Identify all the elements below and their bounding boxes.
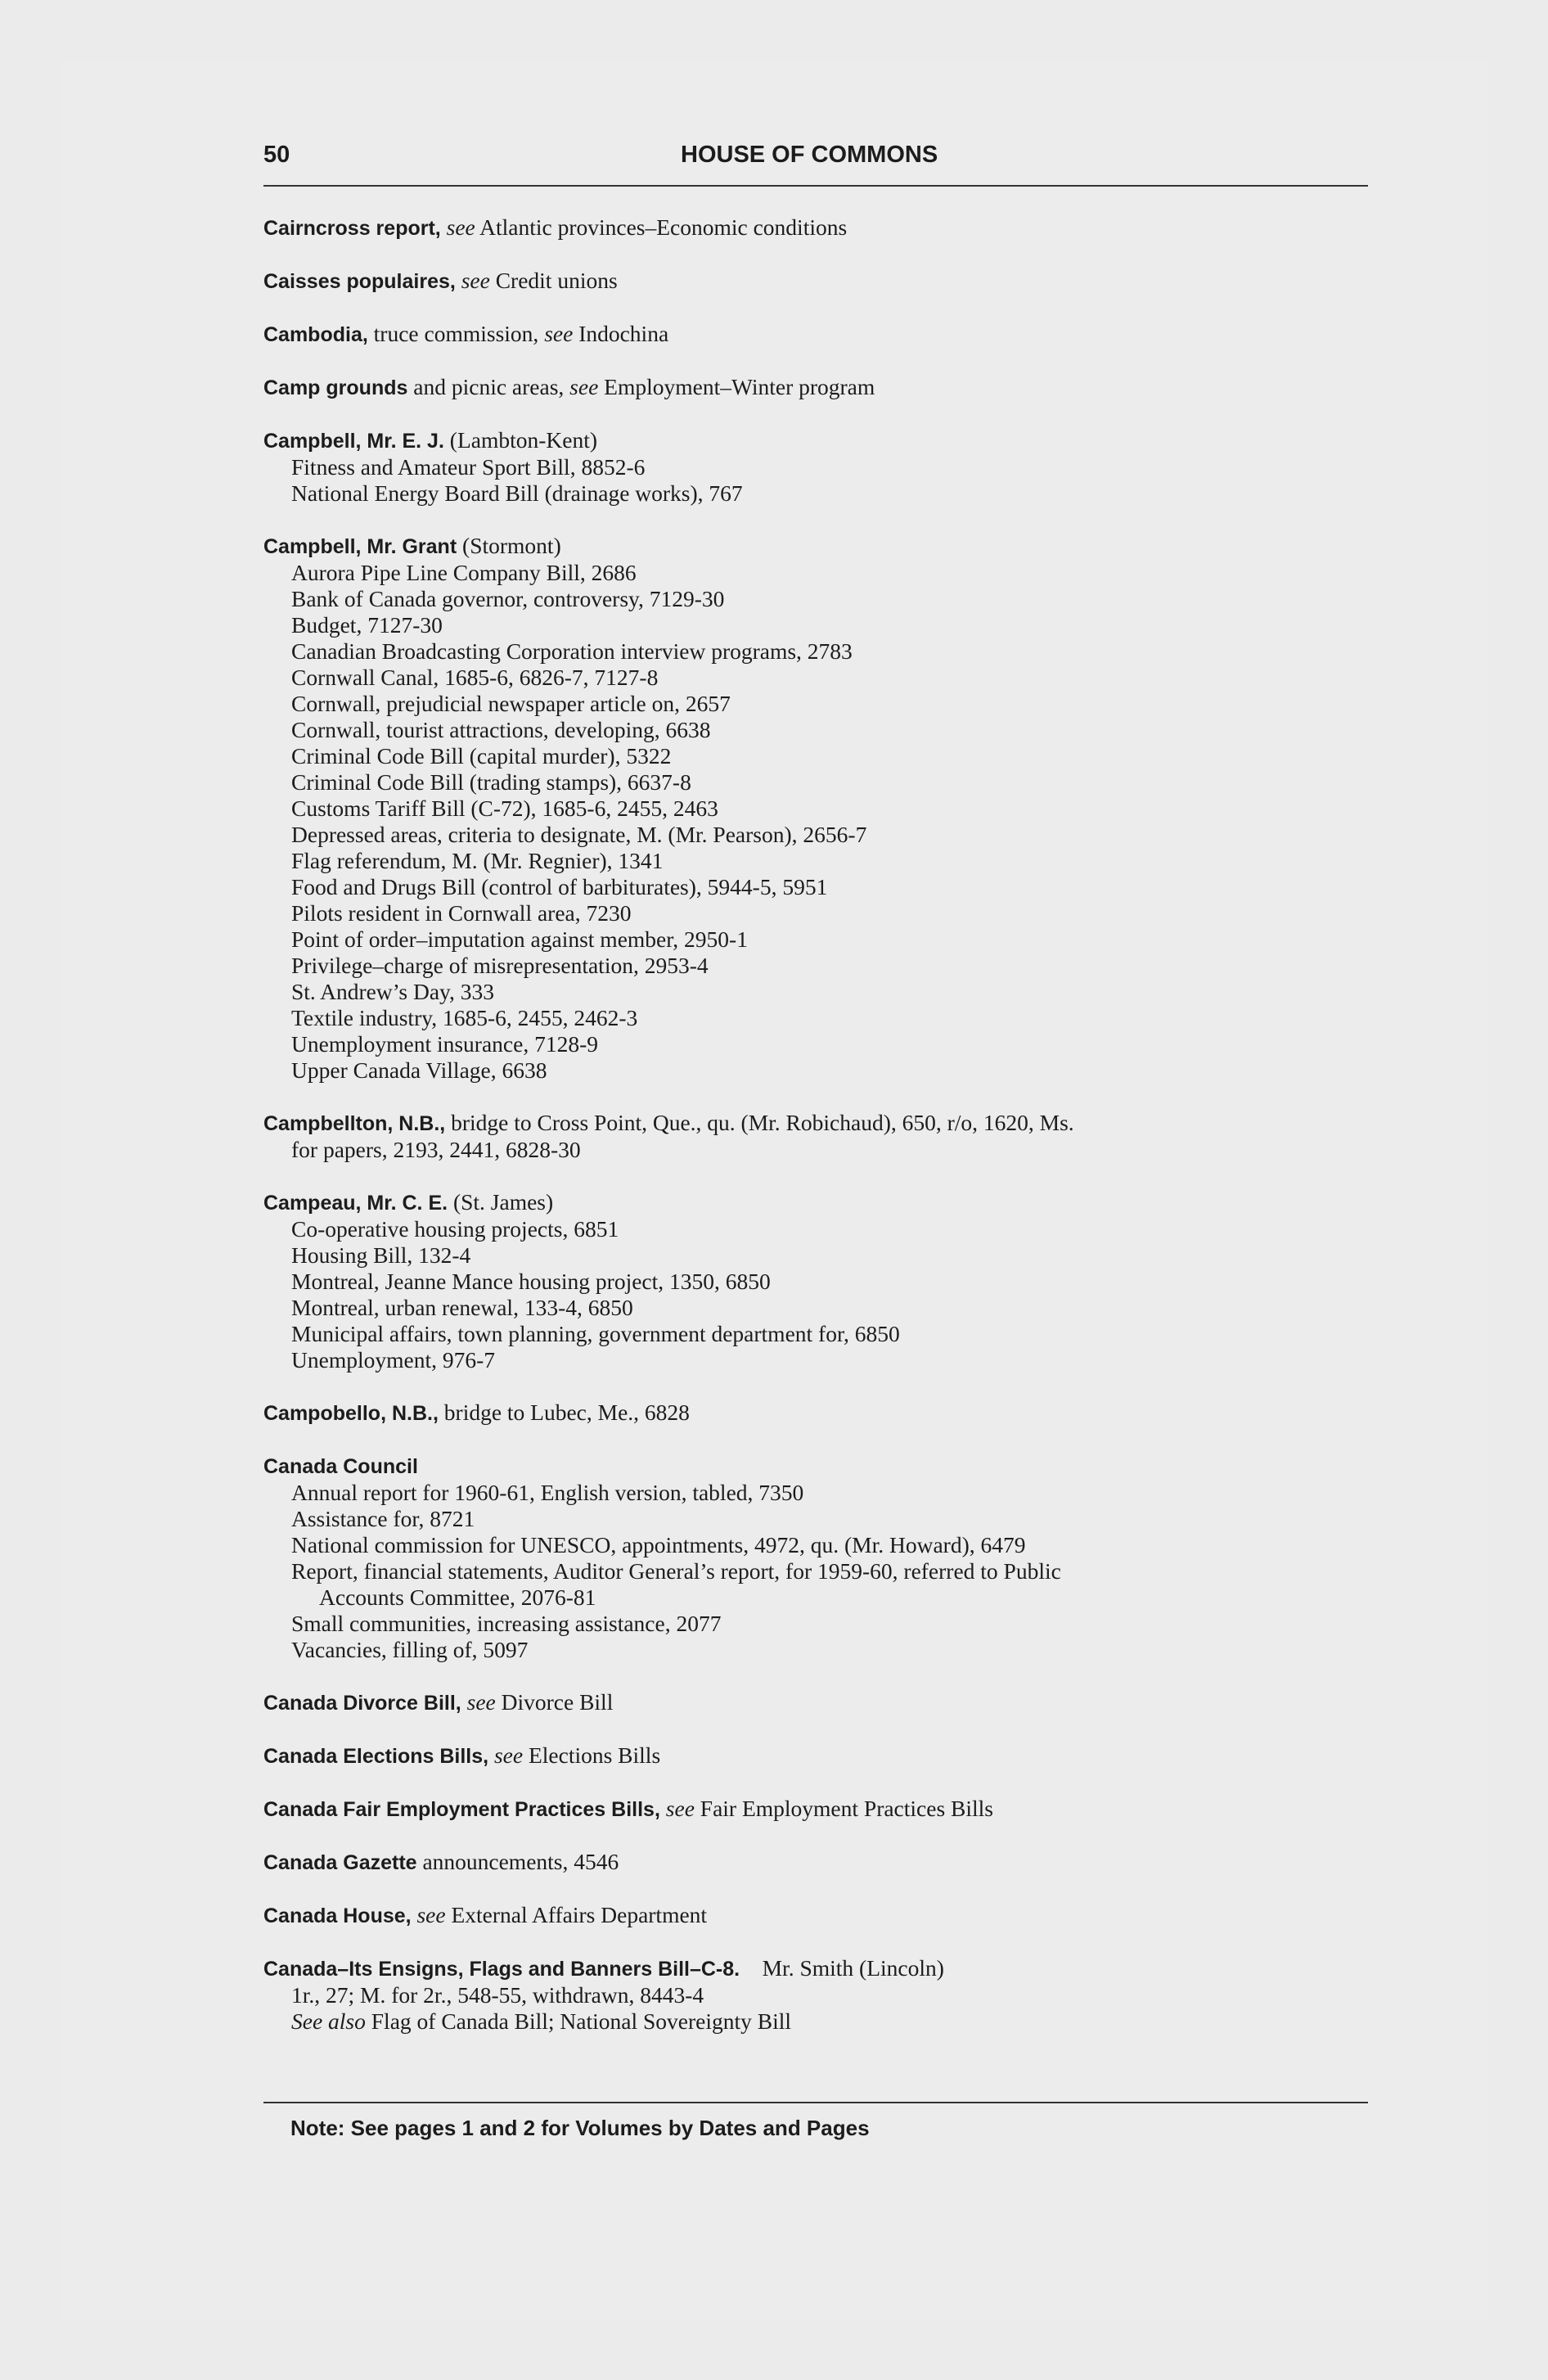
subentry: Canadian Broadcasting Corporation interview programs, 2783 xyxy=(291,638,853,664)
subentry: Food and Drugs Bill (control of barbiturates), 5944-5, 5951 xyxy=(291,874,828,899)
entry-heading: Campbell, Mr. E. J. xyxy=(263,430,444,453)
entry-heading: Camp grounds xyxy=(263,376,408,399)
subentry: Aurora Pipe Line Company Bill, 2686 xyxy=(291,560,637,585)
page-header xyxy=(263,137,1368,177)
subentry-list xyxy=(263,1480,1384,1663)
entry-text: (St. James) xyxy=(452,1189,554,1215)
entry-heading: Cairncross report, xyxy=(263,217,441,240)
entry-text: bridge to Lubec, Me., 6828 xyxy=(443,1400,690,1425)
subentry: National Energy Board Bill (drainage works), 767 xyxy=(291,480,743,506)
see-also-line xyxy=(291,2008,1384,2035)
see-reference-word: see xyxy=(466,1689,496,1715)
entry-text: Fair Employment Practices Bills xyxy=(700,1796,993,1821)
subentry: Fitness and Amateur Sport Bill, 8852-6 xyxy=(291,454,646,480)
index-entry xyxy=(263,1955,1384,2035)
subentry: Cornwall Canal, 1685-6, 6826-7, 7127-8 xyxy=(291,665,659,690)
subentry: Upper Canada Village, 6638 xyxy=(291,1057,547,1083)
subentry: Point of order–imputation against member, 2950-1 xyxy=(291,926,748,952)
subentry-wrapped xyxy=(291,1558,1384,1611)
subentry: Bank of Canada governor, controversy, 7129-30 xyxy=(291,586,725,611)
see-reference-word: see xyxy=(569,374,599,399)
index-entry xyxy=(263,533,1384,1084)
subentry: Criminal Code Bill (trading stamps), 6637-8 xyxy=(291,769,691,795)
subentry: Criminal Code Bill (capital murder), 5322 xyxy=(291,743,672,769)
subentry: Unemployment, 976-7 xyxy=(291,1347,495,1373)
entry-text: Atlantic provinces–Economic conditions xyxy=(479,214,848,240)
subentry: Budget, 7127-30 xyxy=(291,612,443,638)
entry-heading: Canada Gazette xyxy=(263,1851,417,1874)
entry-heading: Campbell, Mr. Grant xyxy=(263,535,457,558)
entry-heading: Campbellton, N.B., xyxy=(263,1112,446,1135)
index-entry xyxy=(263,1453,1384,1663)
index-entries xyxy=(263,214,1384,2061)
entry-text: (Lambton-Kent) xyxy=(449,427,597,453)
entry-heading: Canada–Its Ensigns, Flags and Banners Bill–C-8. xyxy=(263,1958,740,1981)
subentry-continuation: Accounts Committee, 2076-81 xyxy=(319,1584,596,1610)
index-entry xyxy=(263,1849,1384,1876)
see-also-word: See also xyxy=(291,2008,366,2034)
entry-text: External Affairs Department xyxy=(451,1902,708,1927)
entry-text: bridge to Cross Point, Que., qu. (Mr. Robichaud), 650, r/o, 1620, Ms. xyxy=(451,1110,1074,1135)
subentry: Co-operative housing projects, 6851 xyxy=(291,1216,619,1242)
subentry: Vacancies, filling of, 5097 xyxy=(291,1637,529,1662)
entry-text: truce commission, xyxy=(373,321,539,346)
subentry-list xyxy=(263,1216,1384,1373)
footer-rule xyxy=(263,2102,1368,2103)
header-rule xyxy=(263,185,1368,187)
subentry: Depressed areas, criteria to designate, M. (Mr. Pearson), 2656-7 xyxy=(291,822,867,847)
entry-heading: Canada House, xyxy=(263,1904,412,1927)
subentry: Unemployment insurance, 7128-9 xyxy=(291,1031,598,1057)
see-reference-word: see xyxy=(544,321,574,346)
see-reference-word: see xyxy=(493,1742,524,1768)
subentry: 1r., 27; M. for 2r., 548-55, withdrawn, 8443-4 xyxy=(291,1982,704,2008)
subentry: Montreal, Jeanne Mance housing project, 1350, 6850 xyxy=(291,1269,771,1294)
see-reference-word: see xyxy=(416,1902,446,1927)
subentry: Assistance for, 8721 xyxy=(291,1506,475,1531)
entry-text: Credit unions xyxy=(495,268,618,293)
entry-heading: Canada Fair Employment Practices Bills, xyxy=(263,1798,660,1821)
index-entry xyxy=(263,1110,1384,1163)
page-number: 50 xyxy=(263,142,290,168)
subentry: Flag referendum, M. (Mr. Regnier), 1341 xyxy=(291,848,664,873)
entry-text: Elections Bills xyxy=(528,1742,661,1768)
index-entry xyxy=(263,374,1384,401)
entry-heading: Caisses populaires, xyxy=(263,270,456,293)
index-entry xyxy=(263,214,1384,241)
subentry: Small communities, increasing assistance, 2077 xyxy=(291,1611,722,1636)
index-entry xyxy=(263,1400,1384,1427)
entry-text: Divorce Bill xyxy=(501,1689,614,1715)
volumes-note: Note: See pages 1 and 2 for Volumes by Dates and Pages xyxy=(290,2116,870,2140)
subentry: National commission for UNESCO, appointments, 4972, qu. (Mr. Howard), 6479 xyxy=(291,1532,1026,1557)
subentry: Cornwall, prejudicial newspaper article on, 2657 xyxy=(291,691,731,716)
subentry-text: Report, financial statements, Auditor General’s report, for 1959-60, referred to Public xyxy=(291,1558,1061,1584)
entry-text: Employment–Winter program xyxy=(604,374,875,399)
running-title: HOUSE OF COMMONS xyxy=(681,142,938,168)
subentry: Customs Tariff Bill (C-72), 1685-6, 2455, 2463 xyxy=(291,796,718,821)
index-entry xyxy=(263,1189,1384,1373)
index-entry xyxy=(263,1796,1384,1823)
index-entry xyxy=(263,427,1384,507)
subentry: Privilege–charge of misrepresentation, 2953-4 xyxy=(291,953,709,978)
index-entry xyxy=(263,268,1384,295)
entry-heading: Canada Divorce Bill, xyxy=(263,1692,461,1715)
entry-text: (Stormont) xyxy=(462,533,561,558)
see-also-text: Flag of Canada Bill; National Sovereignty Bill xyxy=(371,2008,792,2034)
entry-text: announcements, 4546 xyxy=(422,1849,619,1874)
subentry: Pilots resident in Cornwall area, 7230 xyxy=(291,900,632,926)
entry-continuation: for papers, 2193, 2441, 6828-30 xyxy=(291,1137,581,1162)
subentry-list xyxy=(263,1982,1384,2035)
index-entry xyxy=(263,1902,1384,1929)
entry-heading: Canada Elections Bills, xyxy=(263,1745,489,1768)
subentry: Municipal affairs, town planning, government department for, 6850 xyxy=(291,1321,900,1346)
see-reference-word: see xyxy=(446,214,475,240)
index-entry xyxy=(263,1689,1384,1716)
see-reference-word: see xyxy=(665,1796,695,1821)
subentry: St. Andrew’s Day, 333 xyxy=(291,979,494,1004)
subentry-list xyxy=(263,560,1384,1084)
entry-heading: Canada Council xyxy=(263,1455,418,1478)
entry-heading: Cambodia, xyxy=(263,323,368,346)
subentry: Textile industry, 1685-6, 2455, 2462-3 xyxy=(291,1005,638,1030)
entry-text: Mr. Smith (Lincoln) xyxy=(762,1955,944,1981)
subentry-list xyxy=(263,454,1384,507)
subentry: Cornwall, tourist attractions, developing, 6638 xyxy=(291,717,711,742)
subentry: Housing Bill, 132-4 xyxy=(291,1242,471,1268)
see-reference-word: see xyxy=(461,268,490,293)
subentry: Annual report for 1960-61, English version, tabled, 7350 xyxy=(291,1480,804,1505)
index-entry xyxy=(263,1742,1384,1769)
entry-text: Indochina xyxy=(578,321,669,346)
subentry: Montreal, urban renewal, 133-4, 6850 xyxy=(291,1295,633,1320)
entry-heading: Campobello, N.B., xyxy=(263,1402,439,1425)
index-entry xyxy=(263,321,1384,348)
entry-heading: Campeau, Mr. C. E. xyxy=(263,1192,448,1215)
entry-text: and picnic areas, xyxy=(413,374,565,399)
